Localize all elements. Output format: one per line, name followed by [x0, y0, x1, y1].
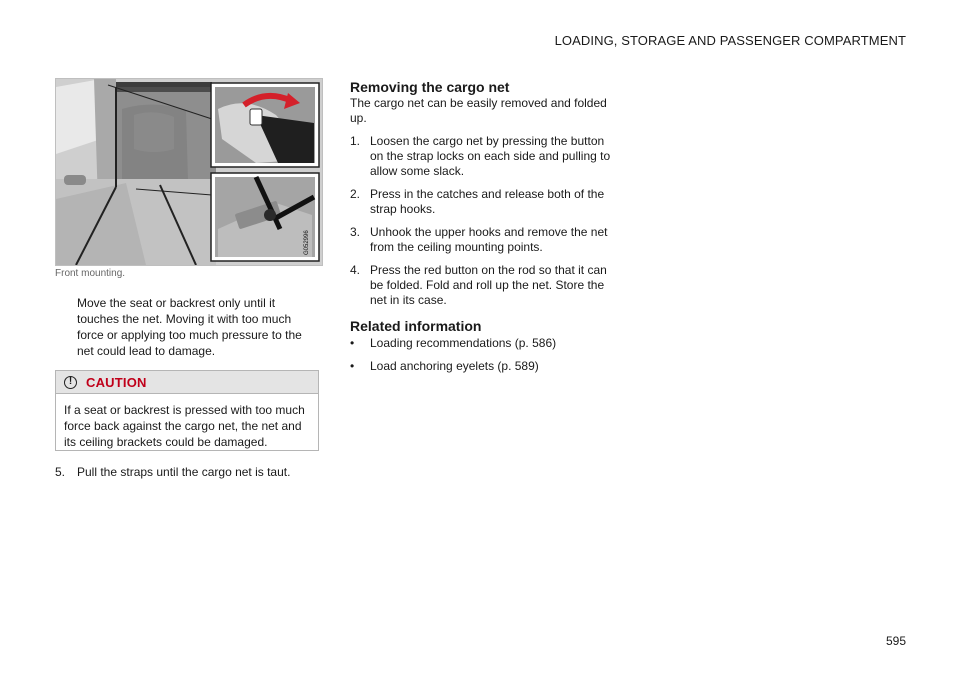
related-list [350, 336, 615, 374]
step-number: 5. [55, 465, 66, 479]
step-item [350, 225, 615, 255]
related-link[interactable]: Loading recommendations (p. 586) [370, 336, 557, 350]
related-link[interactable]: Load anchoring eyelets (p. 589) [370, 359, 539, 373]
step-text: Unhook the upper hooks and remove the net from the ceiling mounting points. [370, 225, 608, 254]
page-number: 595 [885, 634, 906, 648]
step-number: 3. [350, 225, 361, 239]
caution-header [56, 371, 318, 394]
step-text: Press the red button on the rod so that it can be folded. Fold and roll up the net. Store the net in its case. [370, 263, 607, 307]
section-heading: Removing the cargo net [350, 79, 510, 95]
intro-text: The cargo net can be easily removed and folded up. [350, 96, 607, 125]
related-heading: Related information [350, 318, 482, 334]
step-item [350, 187, 615, 217]
cargo-net-illustration [55, 78, 323, 266]
related-item [350, 336, 615, 351]
body-text: Move the seat or backrest only until it touches the net. Moving it with too much force or applying too much pressure to the net could lead to damage. [77, 296, 302, 358]
caution-box [55, 370, 319, 451]
figure-caption: Front mounting. [55, 268, 126, 279]
bullet-icon: • [350, 336, 355, 350]
step-number: 4. [350, 263, 361, 277]
step-number: 1. [350, 134, 361, 148]
caution-label: CAUTION [86, 374, 147, 390]
header-section-title: LOADING, STORAGE AND PASSENGER COMPARTMENT [554, 33, 906, 48]
right-column [350, 79, 615, 382]
step-text: Loosen the cargo net by pressing the button on the strap locks on each side and pulling to allow some slack. [370, 134, 611, 178]
related-item [350, 359, 615, 374]
step-text: Press in the catches and release both of the strap hooks. [370, 187, 605, 216]
step-item [55, 464, 325, 480]
caution-text: If a seat or backrest is pressed with too much force back against the cargo net, the net and its ceiling brackets could be damaged. [64, 403, 305, 449]
step-item [350, 263, 615, 308]
bullet-icon: • [350, 359, 355, 373]
steps-list [350, 134, 615, 308]
figure-code: G052996 [304, 230, 310, 255]
step-item [350, 134, 615, 179]
exclamation-icon: ! [64, 376, 77, 389]
step-text: Pull the straps until the cargo net is taut. [77, 465, 291, 479]
step-number: 2. [350, 187, 361, 201]
